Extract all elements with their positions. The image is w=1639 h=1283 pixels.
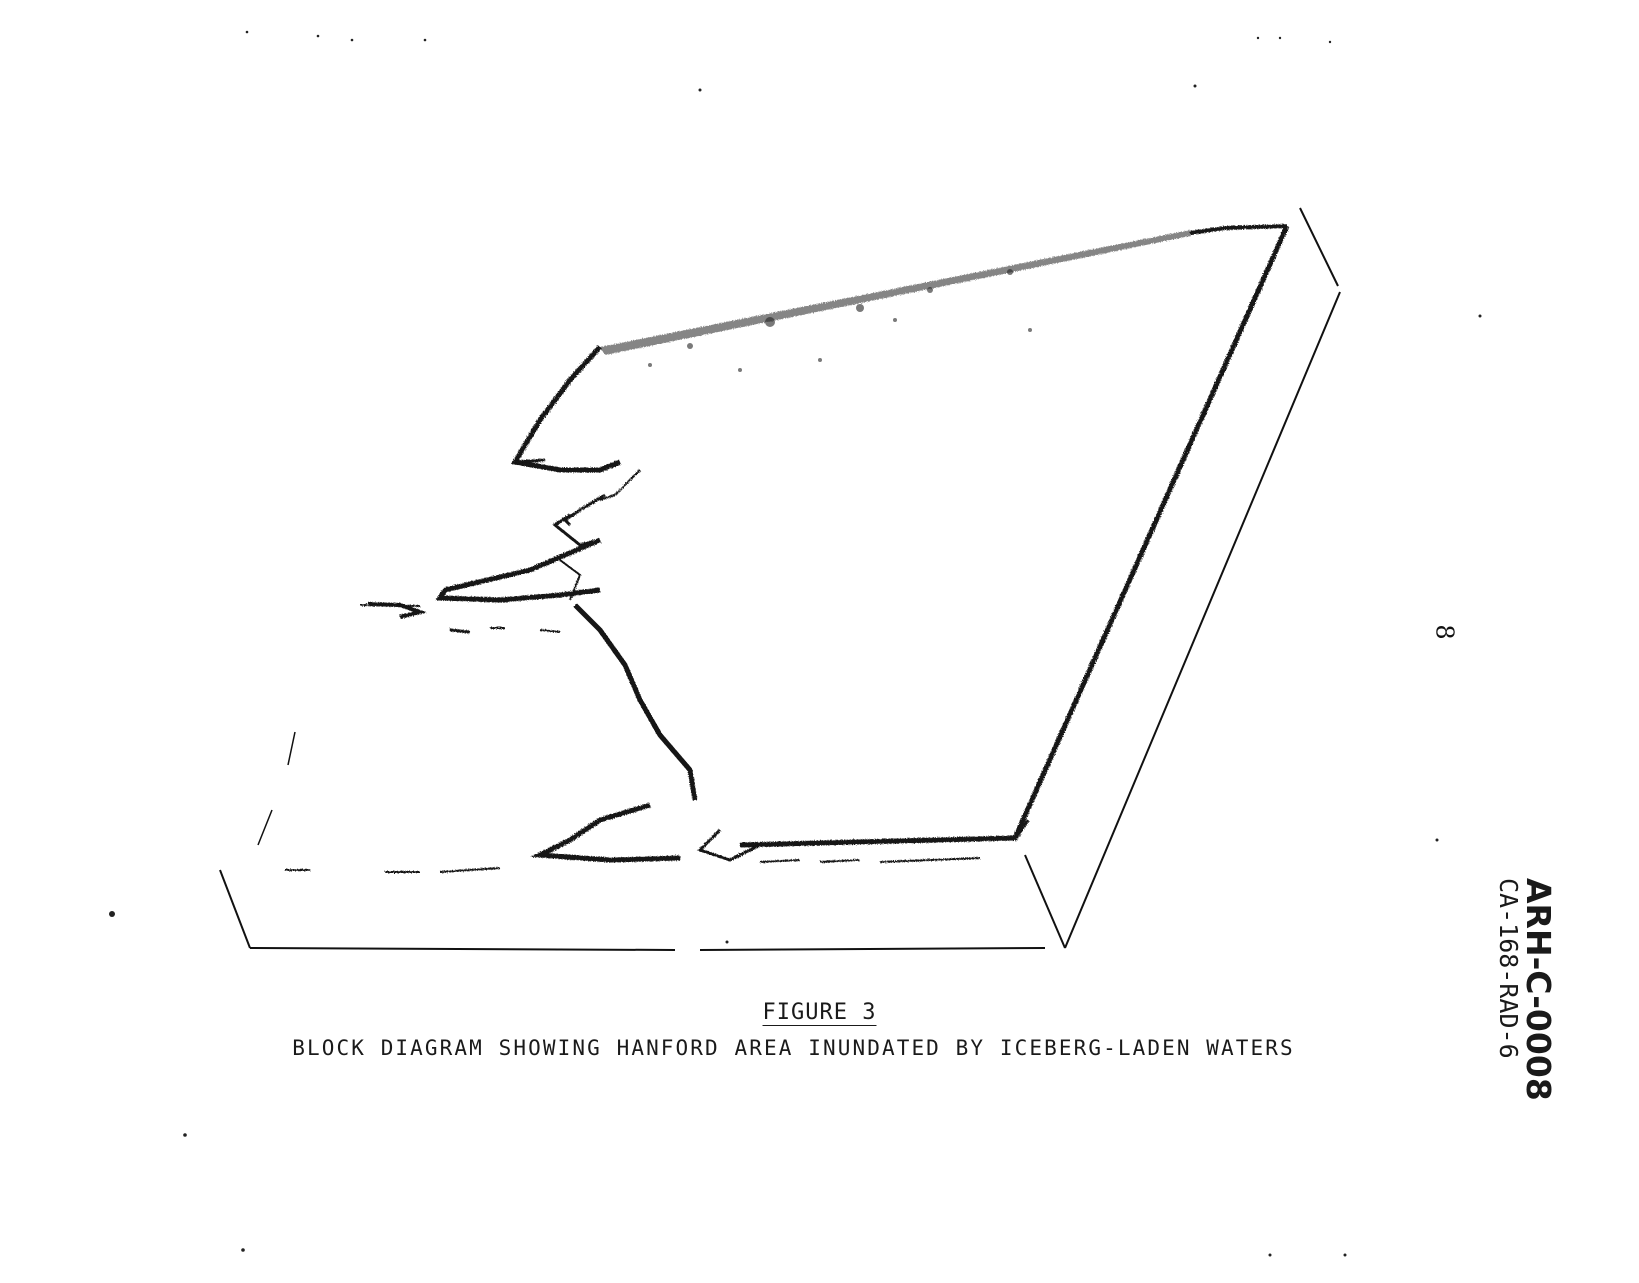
page-number: 8 bbox=[1430, 624, 1459, 640]
figure-title: BLOCK DIAGRAM SHOWING HANFORD AREA INUNDATED BY ICEBERG-LADEN WATERS bbox=[292, 1036, 1295, 1060]
document-code-block bbox=[1465, 878, 1558, 1158]
document-code: ARH-C-0008 bbox=[1519, 878, 1558, 1101]
document-subcode: CA-168-RAD-6 bbox=[1494, 878, 1523, 1059]
figure-label-text: FIGURE 3 bbox=[762, 1000, 877, 1025]
back-edge-stipple bbox=[600, 230, 1190, 372]
figure-label bbox=[0, 1000, 1639, 1025]
block-top-rim bbox=[740, 226, 1287, 845]
paper-specks bbox=[109, 31, 1482, 1257]
coulee-lines bbox=[285, 347, 980, 872]
